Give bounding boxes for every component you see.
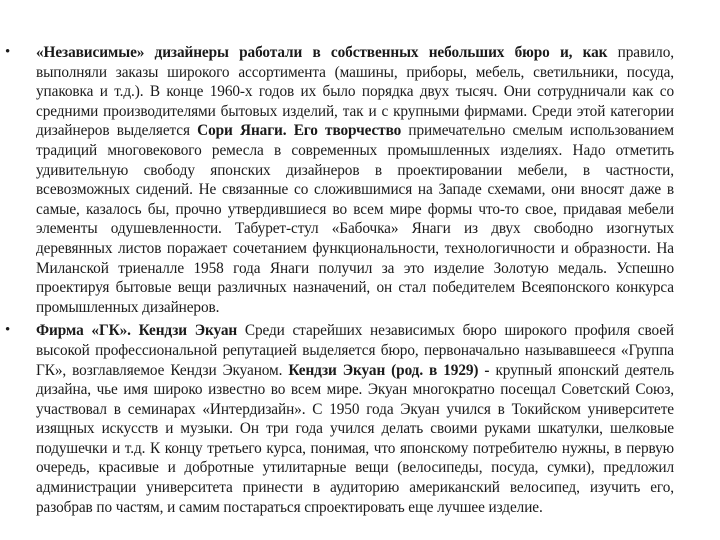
body-text: крупный японский деятель дизайна, чье имя широко известно во всем мире. Экуан многократно посещал Советский Союз, участвовал в семинарах «Интердизайн». С 1950 года Экуан учился в Токийском университете изящных искусств и музыки. Он три года учился делать своими руками шкатулки, шелковые подушечки и т.д. К концу третьего курса, понимая, что японскому потребителю нужны, в первую очередь, красивые и добротные утилитарные вещи (велосипеды, посуда, сумки), предложил администрации университета принести в аудиторию американский велосипед, изучить его, разобрав по частям, и самим постараться спроектировать еще лучшее изделие. — [36, 361, 674, 516]
paragraph-independent-designers — [36, 43, 674, 317]
body-text: примечательно смелым использованием традиций многовекового ремесла в современных промышленных изделиях. Надо отметить удивительную свободу японских дизайнеров в проектировании мебели, в частности, всевозможных сидений. Не связанные со сложившимися на Западе схемами, они вносят даже в самые, казалось бы, прочно утвердившиеся во всем мире формы что-то свое, придавая мебели элементы одушевленности. Табурет-стул «Бабочка» Янаги из двух свободно изогнутых деревянных листов поражает сочетанием функциональности, технологичности и образности. На Миланской триеналле 1958 года Янаги получил за это изделие Золотую медаль. Успешно проектируя бытовые вещи различных назначений, он стал победителем Всеяпонского конкурса промышленных дизайнеров. — [36, 122, 674, 316]
bullet-list — [0, 43, 720, 521]
paragraph-gk-firm — [36, 321, 674, 517]
body-text: правило, выполняли заказы широкого ассортимента (машины, приборы, мебель, светильники, посуда, упаковка и т.д.). В конце 1960-х годов их было порядка двух тысяч. Они сотрудничали как со средними производителями бытовых изделий, так и с крупными фирмами. Среди этой категории дизайнеров выделяется — [36, 44, 674, 140]
lead-bold-text: «Независимые» дизайнеры работали в собственных небольших бюро и, как — [36, 44, 608, 61]
name-bold-text: Сори Янаги. Его творчество — [197, 122, 402, 140]
name-bold-text: Кендзи Экуан (род. в 1929) - — [288, 361, 490, 379]
bullet-icon: • — [5, 322, 11, 339]
list-item-independent-designers — [0, 43, 720, 317]
body-text: Среди старейших независимых бюро широкого профиля своей высокой профессиональной репутацией выделяется бюро, первоначально называвшееся «Группа ГК», возглавляемое Кендзи Экуаном. — [36, 322, 674, 379]
lead-bold-text: Фирма «ГК». Кендзи Экуан — [36, 322, 238, 340]
list-item-gk-firm — [0, 321, 720, 517]
bullet-icon: • — [5, 44, 11, 60]
